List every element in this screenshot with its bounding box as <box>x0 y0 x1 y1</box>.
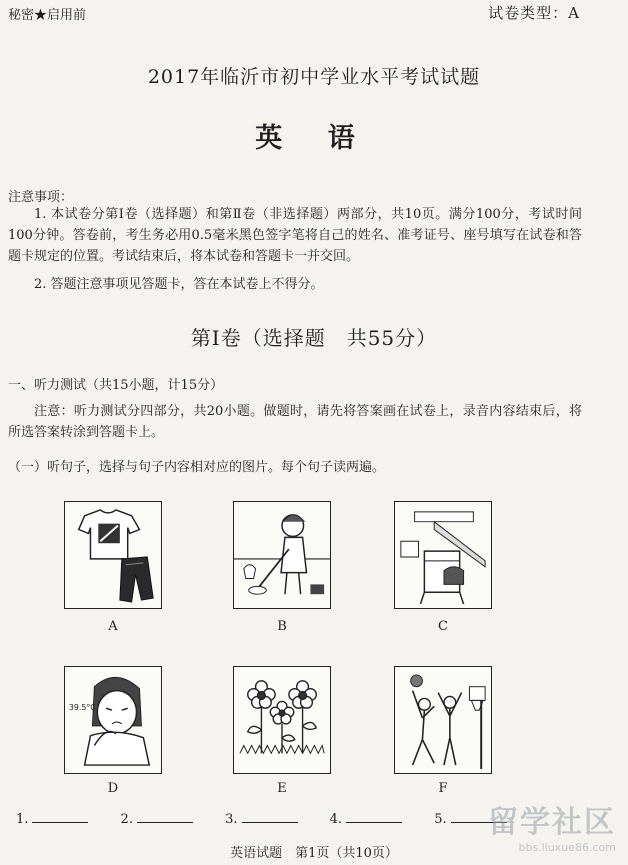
subject-title: 英 语 <box>255 123 373 154</box>
watermark-url: bbs.liuxue86.com <box>518 841 616 854</box>
watermark-text: 留学社区 <box>488 805 616 840</box>
picture-e-label: E <box>277 781 287 796</box>
sweeping-girl-icon <box>234 502 330 608</box>
picture-f-label: F <box>438 781 448 796</box>
answer-blank-3[interactable]: 3. <box>225 810 297 827</box>
basketball-icon <box>395 667 491 773</box>
clothes-icon <box>65 502 161 608</box>
picture-d-label: D <box>107 781 119 796</box>
picture-b <box>233 501 331 609</box>
answer-blank-5[interactable]: 5. <box>434 810 506 827</box>
secret-label: 秘密★启用前 <box>8 8 87 23</box>
answer-blank-1[interactable]: 1. <box>16 810 88 827</box>
picture-c <box>394 501 492 609</box>
paper-type: 试卷类型：A <box>488 4 580 22</box>
fever-temperature: 39.5°C <box>68 703 96 713</box>
section-note: 注意：听力测试分四部分，共20小题。做题时，请先将答案画在试卷上，录音内容结束后，将所选答案转涂到答题卡上。 <box>8 404 582 440</box>
picture-b-label: B <box>277 619 287 634</box>
answer-blank-4[interactable]: 4. <box>330 810 402 827</box>
page-footer: 英语试题 第1页（共10页） <box>230 846 398 861</box>
notice-item-2: 2. 答题注意事项见答题卡，答在本试卷上不得分。 <box>34 277 324 292</box>
picture-c-label: C <box>438 619 448 634</box>
flowers-icon <box>234 667 330 773</box>
answer-blank-2[interactable]: 2. <box>121 810 193 827</box>
picture-f <box>394 666 492 774</box>
picture-e <box>233 666 331 774</box>
notice-heading: 注意事项： <box>8 190 74 205</box>
subsection-title: （一）听句子，选择与句子内容相对应的图片。每个句子读两遍。 <box>8 460 386 475</box>
part-title: 第Ⅰ卷（选择题 共55分） <box>190 326 438 350</box>
exam-title: 2017年临沂市初中学业水平考试试题 <box>147 66 481 88</box>
notice-item-1: 1. 本试卷分第Ⅰ卷（选择题）和第Ⅱ卷（非选择题）两部分，共10页。满分100分，考试时间100分钟。答卷前，考生务必用0.5毫米黑色签字笔将自己的姓名、准考证号、座号填写在试卷和答题卡规定的位置。考试结束后，将本试卷和答题卡一并交回。 <box>8 207 582 264</box>
messy-desk-icon <box>395 502 491 608</box>
fever-girl-icon <box>65 667 161 773</box>
section-title: 一、听力测试（共15小题，计15分） <box>8 378 224 393</box>
picture-a-label: A <box>108 619 118 634</box>
picture-a <box>64 501 162 609</box>
picture-d <box>64 666 162 774</box>
watermark <box>446 797 616 857</box>
